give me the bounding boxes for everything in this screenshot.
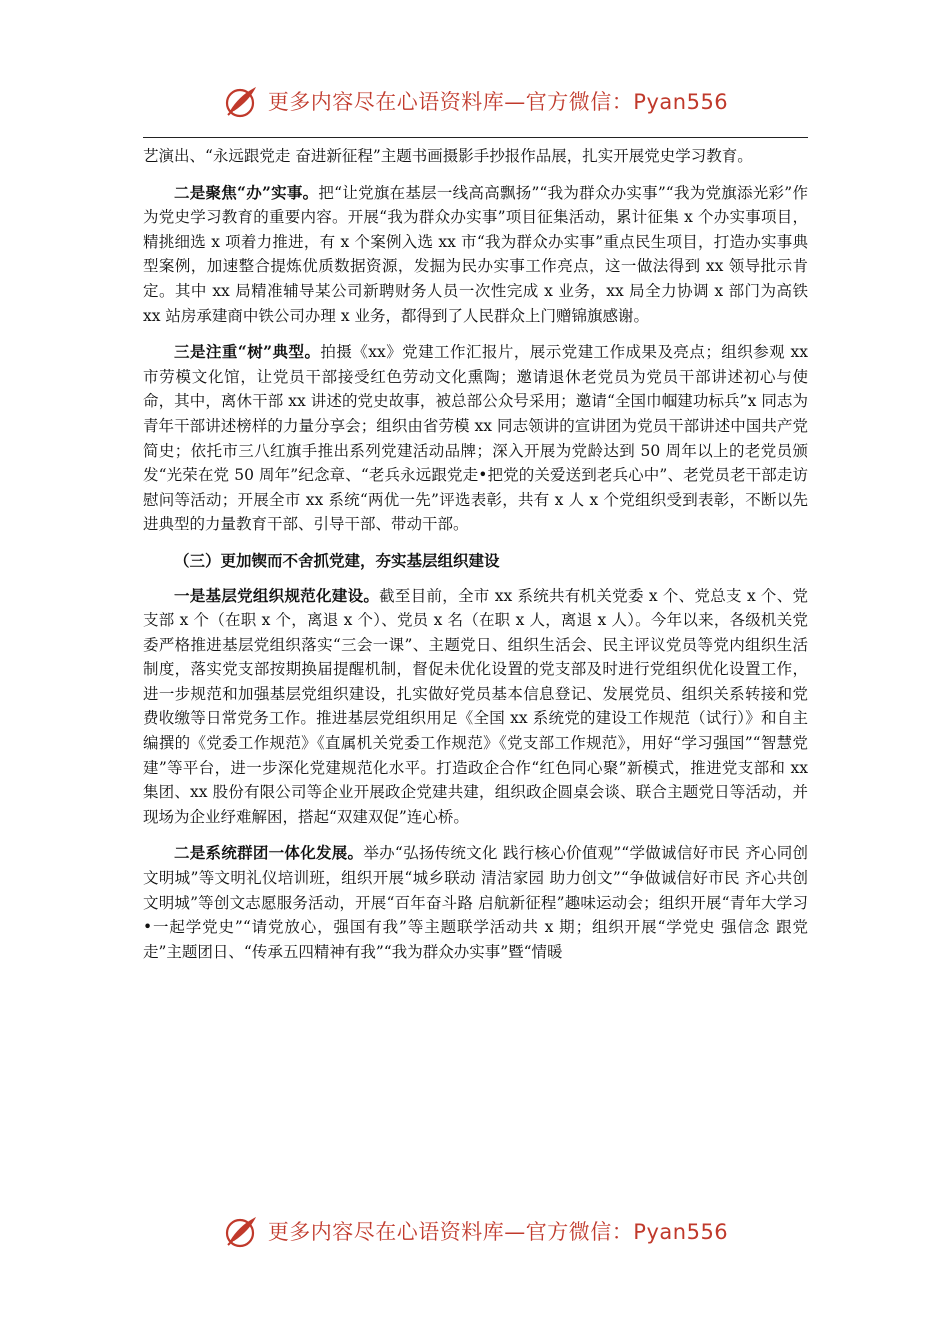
paragraph-2 — [143, 181, 808, 329]
paragraph-continuation — [143, 144, 808, 169]
paragraph-text: 艺演出、“永远跟党走 奋进新征程”主题书画摄影手抄报作品展，扎实开展党史学习教育。 — [143, 147, 753, 165]
paragraph-3 — [143, 340, 808, 537]
paragraph-5 — [143, 584, 808, 830]
paragraph-6 — [143, 841, 808, 964]
section-heading: （三）更加锲而不舍抓党建，夯实基层组织建设 — [174, 550, 500, 570]
paragraph-text: 把“让党旗在基层一线高高飘扬”“我为群众办实事”“我为党旗添光彩”作为党史学习教育的重要内容。开展“我为群众办实事”项目征集活动，累计征集 x 个办实事项目，精挑细选 x 项着力推进，有 x 个案例入选 xx 市“我为群众办实事”重点民生项目，打造办实事典型案例，加速整合提炼优质数据资源，发掘为民办实事工作亮点，这一做法得到 xx 领导批示肯定。其中 xx 局精准辅导某公司新聘财务人员一次性完成 x 业务，xx 局全力协调 x 部门为高铁 xx 站房承建商中铁公司办理 x 业务，都得到了人民群众上门赠锦旗感谢。 — [143, 183, 808, 325]
paragraph-text: 举办“弘扬传统文化 践行核心价值观”“学做诚信好市民 齐心同创文明城”等文明礼仪培训班，组织开展“城乡联动 清洁家园 助力创文”“争做诚信好市民 齐心共创文明城”等创文志愿服务活动，开展“百年奋斗路 启航新征程”趣味运动会；组织开展“青年大学习•一起学党史”“请党放心，强国有我”等主题联学活动共 x 期；组织开展“学党史 强信念 跟党走”主题团日、“传承五四精神有我”“我为群众办实事”暨“情暖 — [143, 844, 808, 961]
paragraph-text: 拍摄《xx》党建工作汇报片，展示党建工作成果及亮点；组织参观 xx 市劳模文化馆，让党员干部接受红色劳动文化熏陶；邀请退休老党员为党员干部讲述初心与使命，其中，离休干部 xx 讲述的党史故事，被总部公众号采用；邀请“全国巾帼建功标兵”x 同志为青年干部讲述榜样的力量分享会；组织由省劳模 xx 同志领讲的宣讲团为党员干部讲述中国共产党简史；依托市三八红旗手推出系列党建活动品牌；深入开展为党龄达到 50 周年以上的老党员颁发“光荣在党 50 周年”纪念章、“老兵永远跟党走•把党的关爱送到老兵心中”、老党员老干部走访慰问等活动；开展全市 xx 系统“两优一先”评选表彰，共有 x 人 x 个党组织受到表彰，不断以先进典型的力量教育干部、引导干部、带动干部。 — [143, 343, 808, 534]
paragraph-lead: 一是基层党组织规范化建设。 — [174, 585, 380, 605]
document-body — [143, 144, 808, 976]
header-divider — [143, 137, 808, 138]
header-banner — [0, 76, 950, 126]
paragraph-lead: 二是聚焦“办”实事。 — [174, 182, 319, 202]
paragraph-text: 截至目前，全市 xx 系统共有机关党委 x 个、党总支 x 个、党支部 x 个（在职 x 个，离退 x 个）、党员 x 名（在职 x 人，离退 x 人）。今年以来，各级机关党委严格推进基层党组织落实“三会一课”、主题党日、组织生活会、民主评议党员等党内组织生活制度，落实党支部按期换届提醒机制，督促未优化设置的党支部及时进行党组织优化设置工作，进一步规范和加强基层党组织建设，扎实做好党员基本信息登记、发展党员、组织关系转接和党费收缴等日常党务工作。推进基层党组织用足《全国 xx 系统党的建设工作规范（试行）》和自主编撰的《党委工作规范》《直属机关党委工作规范》《党支部工作规范》，用好“学习强国”“智慧党建”等平台，进一步深化党建规范化水平。打造政企合作“红色同心聚”新模式，推进党支部和 xx 集团、xx 股份有限公司等企业开展政企党建共建，组织政企圆桌会谈、联合主题党日等活动，并现场为企业纾难解困，搭起“双建双促”连心桥。 — [143, 586, 808, 826]
quill-logo-icon — [222, 1211, 262, 1251]
paragraph-lead: 三是注重“树”典型。 — [174, 342, 321, 362]
quill-logo-icon — [222, 81, 262, 121]
footer-banner-text: 更多内容尽在心语资料库—官方微信：Pyan556 — [267, 1220, 729, 1244]
footer-banner — [0, 1206, 950, 1256]
paragraph-lead: 二是系统群团一体化发展。 — [174, 843, 364, 863]
header-banner-text: 更多内容尽在心语资料库—官方微信：Pyan556 — [267, 90, 729, 114]
